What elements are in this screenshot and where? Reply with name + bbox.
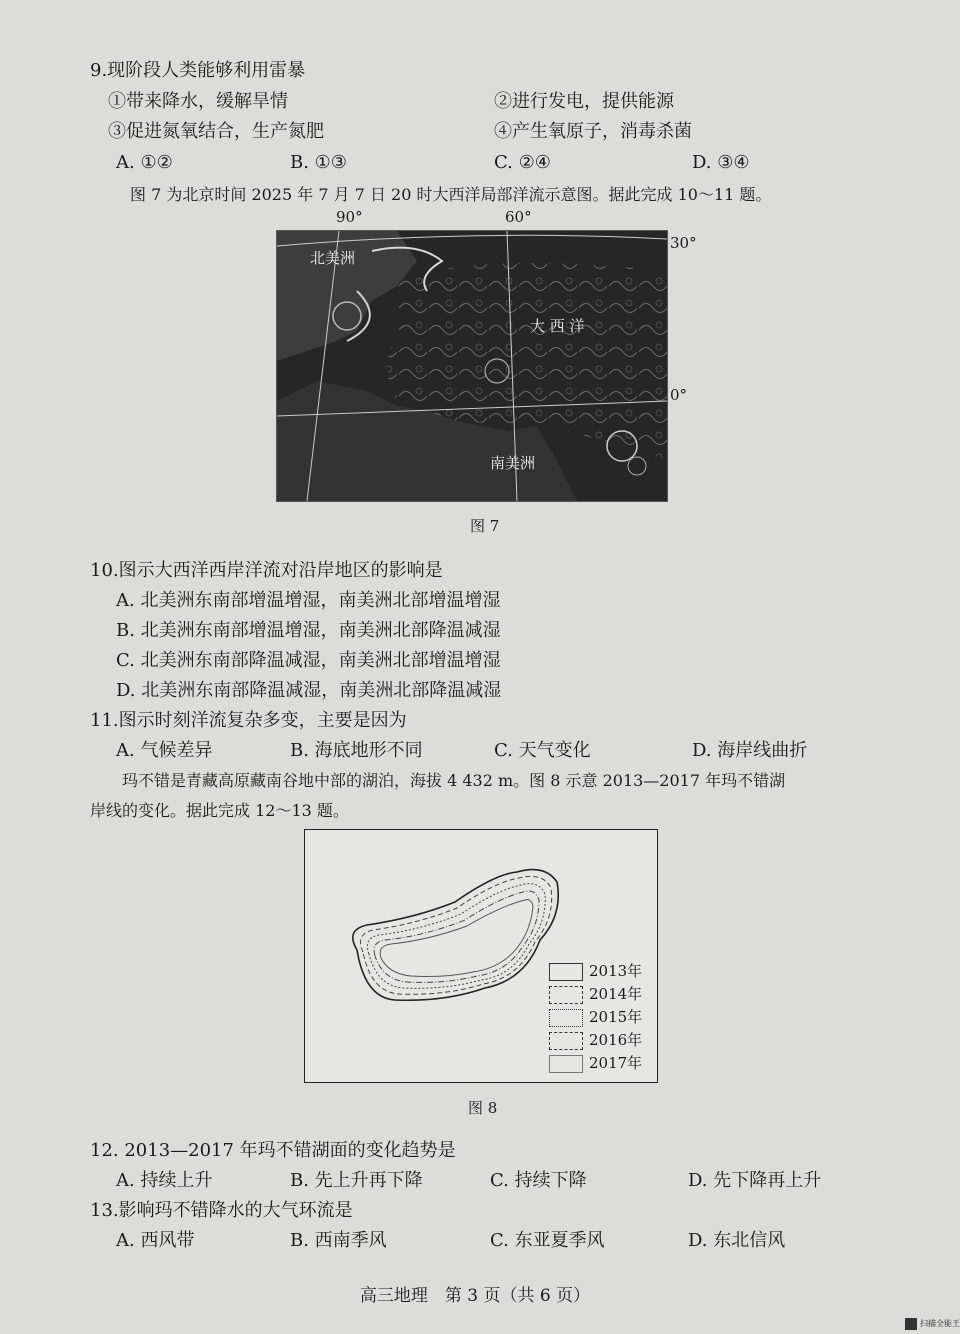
- intro-12-13-line2: 岸线的变化。据此完成 12～13 题。: [90, 801, 349, 820]
- intro-10-11: 图 7 为北京时间 2025 年 7 月 7 日 20 时大西洋局部洋流示意图。据此完成 10～11 题。: [130, 185, 772, 204]
- q10-option-c: C. 北美洲东南部降温减湿，南美洲北部增温增湿: [116, 650, 501, 671]
- q10-option-a: A. 北美洲东南部增温增湿，南美洲北部增温增湿: [116, 590, 501, 611]
- q11-option-c: C. 天气变化: [494, 740, 591, 761]
- q12-stem: 12. 2013—2017 年玛不错湖面的变化趋势是: [90, 1140, 456, 1161]
- intro-12-13-line1: 玛不错是青藏高原藏南谷地中部的湖泊，海拔 4 432 m。图 8 示意 2013—2017 年玛不错湖: [122, 771, 786, 790]
- label-north-america: 北美洲: [310, 249, 356, 267]
- q9-stem: 9.现阶段人类能够利用雷暴: [90, 60, 306, 81]
- atlantic-current-map: [276, 230, 668, 502]
- fig7-lon-60: 60°: [505, 208, 532, 226]
- q13-option-c: C. 东亚夏季风: [490, 1230, 605, 1251]
- q12-option-c: C. 持续下降: [490, 1170, 587, 1191]
- label-south-america: 南美洲: [490, 454, 536, 472]
- q9-statement-1: ①带来降水，缓解旱情: [108, 91, 288, 112]
- q11-option-d: D. 海岸线曲折: [692, 740, 808, 761]
- q9-option-b: B. ①③: [290, 152, 347, 173]
- fig7-caption: 图 7: [470, 517, 500, 535]
- legend-swatch: [549, 986, 583, 1004]
- legend-year: 2014年: [589, 985, 643, 1003]
- q11-stem: 11.图示时刻洋流复杂多变，主要是因为: [90, 710, 407, 731]
- page-footer: 高三地理 第 3 页（共 6 页）: [359, 1286, 591, 1306]
- q13-option-b: B. 西南季风: [290, 1230, 387, 1251]
- legend-swatch: [549, 1055, 583, 1073]
- q13-option-d: D. 东北信风: [688, 1230, 786, 1251]
- legend-year: 2017年: [589, 1054, 643, 1072]
- legend-swatch: [549, 1032, 583, 1050]
- q9-option-c: C. ②④: [494, 152, 551, 173]
- q13-option-a: A. 西风带: [116, 1230, 195, 1251]
- q12-option-b: B. 先上升再下降: [290, 1170, 423, 1191]
- legend-year: 2016年: [589, 1031, 643, 1049]
- q11-option-b: B. 海底地形不同: [290, 740, 423, 761]
- q9-statement-3: ③促进氮氧结合，生产氮肥: [108, 121, 324, 142]
- q12-option-a: A. 持续上升: [116, 1170, 213, 1191]
- q9-statement-4: ④产生氧原子，消毒杀菌: [494, 121, 692, 142]
- q10-option-d: D. 北美洲东南部降温减湿，南美洲北部降温减湿: [116, 680, 502, 701]
- legend-year: 2015年: [589, 1008, 643, 1026]
- q13-stem: 13.影响玛不错降水的大气环流是: [90, 1200, 353, 1221]
- q10-stem: 10.图示大西洋西岸洋流对沿岸地区的影响是: [90, 560, 443, 581]
- current-map-graphic: [277, 231, 667, 501]
- legend-swatch: [549, 1009, 583, 1027]
- q10-option-b: B. 北美洲东南部增温增湿，南美洲北部降温减湿: [116, 620, 501, 641]
- fig8-caption: 图 8: [468, 1099, 498, 1117]
- q11-option-a: A. 气候差异: [116, 740, 213, 761]
- q12-option-d: D. 先下降再上升: [688, 1170, 822, 1191]
- q9-option-a: A. ①②: [116, 152, 173, 173]
- lake-shoreline-figure: [304, 829, 658, 1083]
- qr-code-icon: [905, 1318, 917, 1330]
- fig7-lon-90: 90°: [336, 208, 363, 226]
- q9-option-d: D. ③④: [692, 152, 750, 173]
- legend-year: 2013年: [589, 962, 643, 980]
- q9-statement-2: ②进行发电，提供能源: [494, 91, 674, 112]
- legend-swatch: [549, 963, 583, 981]
- label-atlantic: 大 西 洋: [530, 317, 585, 335]
- scanner-watermark: 扫描全能王: [920, 1319, 960, 1328]
- fig7-lat-30: 30°: [670, 234, 697, 252]
- fig7-lat-0: 0°: [670, 386, 688, 404]
